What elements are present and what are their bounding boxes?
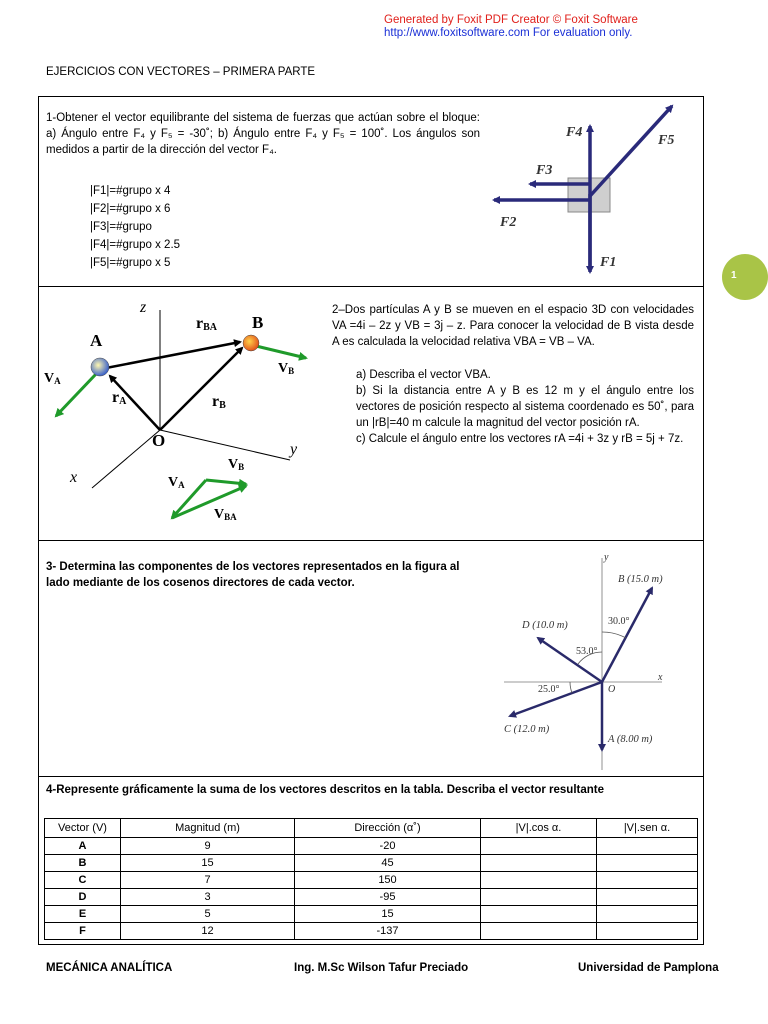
label-b: B (15.0 m) xyxy=(618,574,663,585)
vectors-table xyxy=(44,818,698,940)
label-a: A xyxy=(90,331,103,350)
label-z: z xyxy=(140,299,147,316)
rB-vector xyxy=(160,348,242,430)
document-title: EJERCICIOS CON VECTORES – PRIMERA PARTE xyxy=(46,66,316,78)
label-vb2: VB xyxy=(228,457,245,472)
vA-vector xyxy=(56,374,96,416)
label-a: A (8.00 m) xyxy=(608,734,653,745)
problem3-text: 3- Determina las componentes de los vectores representados en la figura al lado mediante de los cosenos directores de cada vector. xyxy=(46,561,460,589)
watermark-line1: Generated by Foxit PDF Creator © Foxit Software xyxy=(384,14,638,26)
header-vector: Vector (V) xyxy=(45,819,121,838)
vB-vector xyxy=(256,346,306,358)
magnitude-f1: |F1|=#grupo x 4 xyxy=(90,185,171,197)
label-f1: F1 xyxy=(600,255,617,270)
magnitude-f2: |F2|=#grupo x 6 xyxy=(90,203,171,215)
table-row: E 5 15 xyxy=(45,906,698,923)
problem2-intro: 2–Dos partículas A y B se mueven en el espacio 3D con velocidades VA =4i – 2z y VB = 3j – z. Para conocer la velocidad de B vista desde A es calculada la velocidad relativa VBA = VB – VA. xyxy=(332,304,694,349)
header-magnitude: Magnitud (m) xyxy=(121,819,295,838)
page-number-badge xyxy=(722,254,768,300)
vB-triangle xyxy=(206,480,246,484)
y-axis xyxy=(160,430,290,460)
label-angle-d: 53.0° xyxy=(576,646,598,657)
problem1-magnitudes xyxy=(90,182,180,272)
table-row: C 7 150 xyxy=(45,872,698,889)
separator-3 xyxy=(38,776,704,777)
label-f3: F3 xyxy=(536,163,553,178)
footer-course: MECÁNICA ANALÍTICA xyxy=(46,962,173,974)
footer-author: Ing. M.Sc Wilson Tafur Preciado xyxy=(294,962,469,974)
magnitude-f4: |F4|=#grupo x 2.5 xyxy=(90,239,181,251)
velocity-diagram xyxy=(40,292,328,532)
vector-components-diagram xyxy=(498,550,690,772)
angle-arc-c xyxy=(570,682,572,693)
particle-b xyxy=(243,335,259,351)
x-axis xyxy=(92,430,160,488)
problem2-item-a: a) Describa el vector VBA. xyxy=(356,368,491,381)
label-f2: F2 xyxy=(500,215,517,230)
particle-a xyxy=(91,358,109,376)
label-vba: VBA xyxy=(214,507,237,522)
table-row: D 3 -95 xyxy=(45,889,698,906)
vector-d xyxy=(538,638,602,682)
table-row: F 12 -137 xyxy=(45,923,698,940)
f5-arrow xyxy=(590,106,675,196)
label-va: VA xyxy=(44,371,61,386)
separator-2 xyxy=(38,540,704,541)
label-d: D (10.0 m) xyxy=(522,620,568,631)
problem2-item-b: b) Si la distancia entre A y B es 12 m y el ángulo entre los vectores de posición respecto al sistema coordenado es 50˚, para un |rB|=40 m calcule la magnitud del vector posición rA. xyxy=(356,384,694,430)
label-angle-b: 30.0° xyxy=(608,616,630,627)
label-c: C (12.0 m) xyxy=(504,724,550,735)
label-f5: F5 xyxy=(658,133,675,148)
label-rba: rBA xyxy=(196,315,218,333)
problem1-text: 1-Obtener el vector equilibrante del sistema de fuerzas que actúan sobre el bloque: a) Ángulo entre F₄ y F₅ = -30˚; b) Ángulo entre F₄ y F₅ = 100˚. Los ángulos son medidos a partir de la dirección del vector F₄. xyxy=(46,112,480,156)
problem2-text xyxy=(332,302,694,448)
table-row: A 9 -20 xyxy=(45,838,698,855)
magnitude-f5: |F5|=#grupo x 5 xyxy=(90,257,171,269)
label-x: x xyxy=(70,469,78,486)
label-ra: rA xyxy=(112,389,127,407)
force-diagram xyxy=(486,104,686,280)
label-y: y xyxy=(604,552,609,563)
header-cos: |V|.cos α. xyxy=(481,819,597,838)
header-sin: |V|.sen α. xyxy=(597,819,698,838)
table-row: B 15 45 xyxy=(45,855,698,872)
angle-arc-b xyxy=(602,632,626,638)
label-va2: VA xyxy=(168,475,185,490)
vector-b xyxy=(602,588,652,682)
label-vb: VB xyxy=(278,361,295,376)
header-direction: Dirección (α˚) xyxy=(295,819,481,838)
label-angle-c: 25.0° xyxy=(538,684,560,695)
separator-1 xyxy=(38,286,704,287)
watermark-line2: http://www.foxitsoftware.com For evaluation only. xyxy=(384,27,633,39)
watermark xyxy=(384,14,638,40)
label-origin: O xyxy=(152,431,166,450)
problem2-item-c: c) Calcule el ángulo entre los vectores rA =4i + 3z y rB = 5j + 7z. xyxy=(356,433,684,446)
table-header-row xyxy=(45,819,698,838)
problem4-text: 4-Represente gráficamente la suma de los vectores descritos en la tabla. Describa el vector resultante xyxy=(46,784,604,796)
label-origin: O xyxy=(608,684,616,695)
label-rb: rB xyxy=(212,393,226,411)
label-b: B xyxy=(252,313,264,332)
rBA-vector xyxy=(106,342,240,368)
label-f4: F4 xyxy=(566,125,583,140)
page-number: 1 xyxy=(731,270,737,281)
magnitude-f3: |F3|=#grupo xyxy=(90,221,152,233)
label-y: y xyxy=(290,441,298,458)
label-x: x xyxy=(658,672,663,683)
footer-institution: Universidad de Pamplona xyxy=(578,962,719,974)
